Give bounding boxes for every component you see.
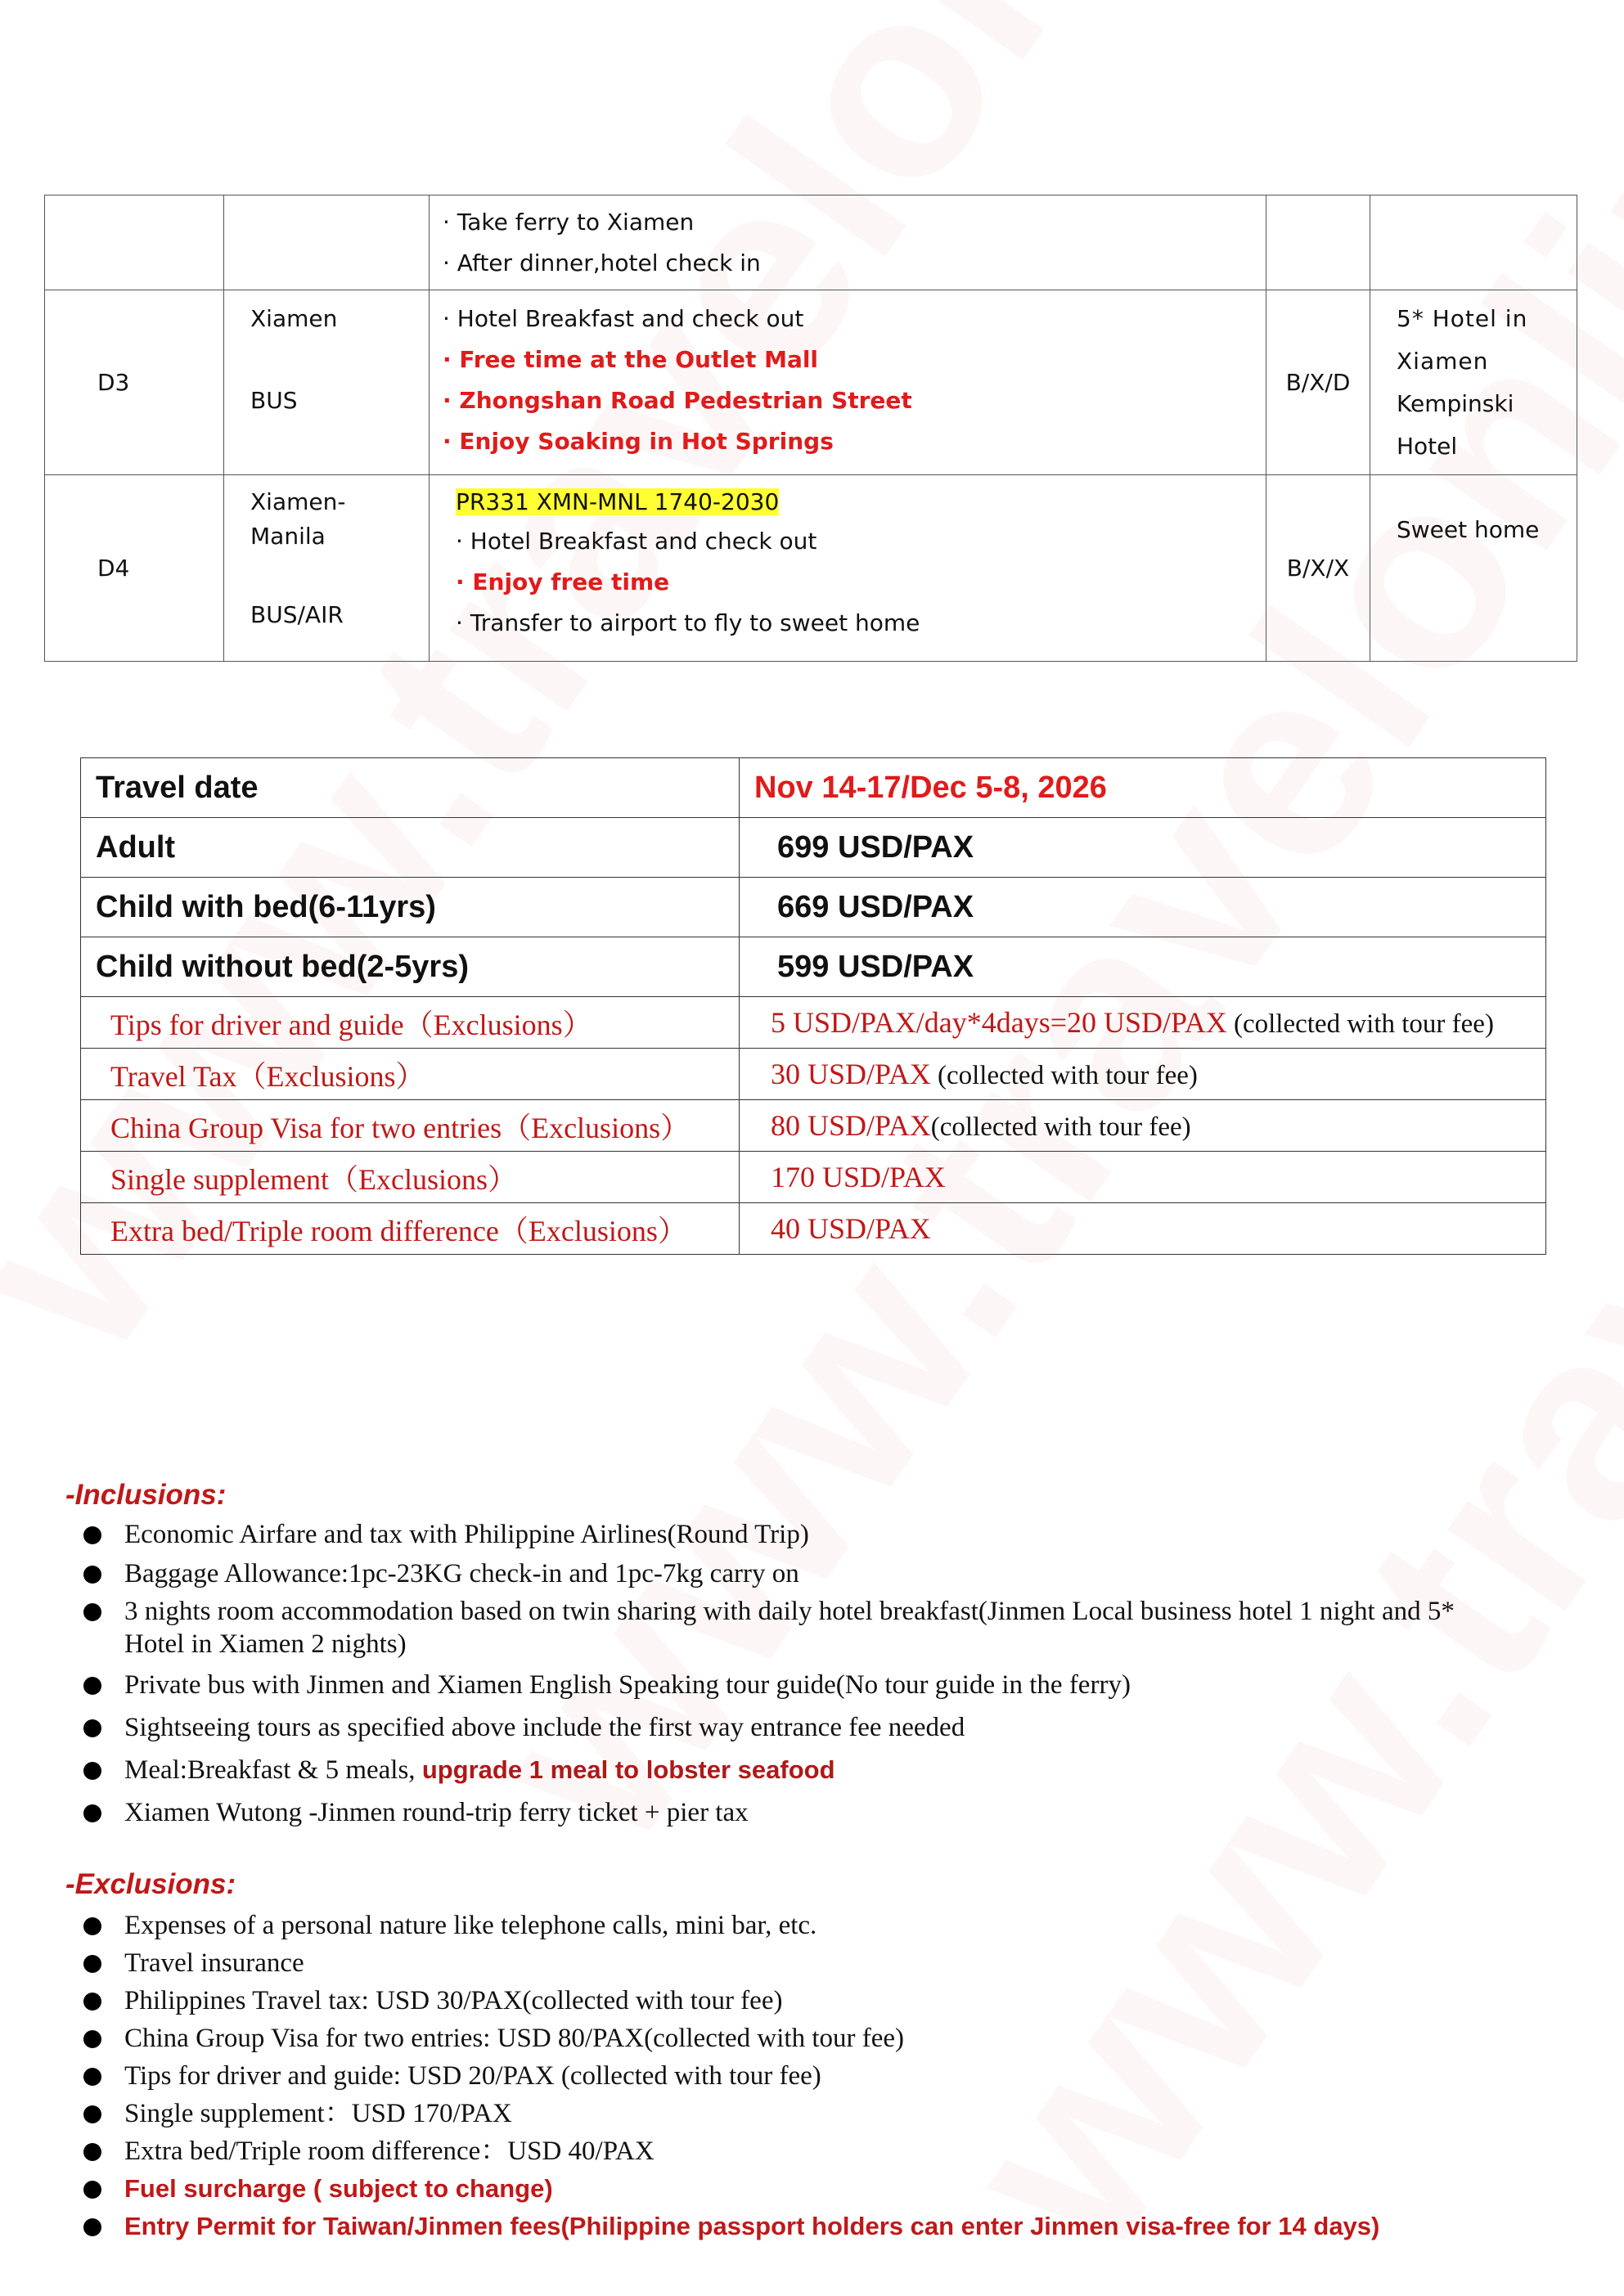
meals-cell — [1266, 195, 1370, 290]
activity-item-highlight: · Enjoy free time — [456, 568, 670, 595]
list-item: Baggage Allowance:1pc-23KG check-in and 1pc-7kg carry on — [80, 1557, 1569, 1590]
day-cell — [45, 475, 224, 662]
fee-note: (collected with tour fee) — [930, 1061, 1198, 1090]
bullet-icon — [83, 1993, 101, 2011]
bullet-icon — [83, 2143, 101, 2161]
price-table — [80, 757, 1546, 1255]
list-item: Philippines Travel tax: USD 30/PAX(collected with tour fee) — [80, 1984, 1569, 2017]
bullet-icon — [83, 2030, 101, 2048]
bullet-icon — [83, 1526, 101, 1544]
city-label: Xiamen — [250, 305, 338, 332]
travel-date-value: Nov 14-17/Dec 5-8, 2026 — [740, 758, 1546, 818]
price-label: Child with bed(6-11yrs) — [81, 878, 740, 937]
hotel-cell — [1370, 475, 1577, 662]
list-item: China Group Visa for two entries: USD 80/PAX(collected with tour fee) — [80, 2022, 1569, 2055]
price-row-extra — [81, 997, 1546, 1049]
fee-note: (collected with tour fee) — [930, 1112, 1191, 1142]
price-row-extra — [81, 1203, 1546, 1255]
list-item: Expenses of a personal nature like telephone calls, mini bar, etc. — [80, 1909, 1569, 1942]
bullet-icon — [83, 1603, 101, 1621]
list-item: Economic Airfare and tax with Philippine Airlines(Round Trip) — [80, 1518, 1569, 1551]
fee-value-cell — [740, 1100, 1546, 1152]
bullet-icon — [83, 1917, 101, 1935]
bullet-icon — [83, 2181, 101, 2199]
price-row-extra — [81, 1152, 1546, 1203]
list-item: Sightseeing tours as specified above include the first way entrance fee needed — [80, 1711, 1569, 1744]
fee-value: 80 USD/PAX — [771, 1109, 931, 1142]
city-cell — [224, 475, 430, 662]
price-value: 669 USD/PAX — [740, 878, 1546, 937]
activity-item-highlight: · Free time at the Outlet Mall — [443, 346, 819, 373]
list-item: 3 nights room accommodation based on twin sharing with daily hotel breakfast(Jinmen Local business hotel 1 night and 5* Hotel in Xiamen 2 nights) — [80, 1595, 1569, 1660]
bullet-icon — [83, 1677, 101, 1695]
activity-item: · After dinner,hotel check in — [443, 249, 761, 276]
price-row-travel-date — [81, 758, 1546, 818]
bullet-icon — [83, 1719, 101, 1737]
fee-label: Travel Tax（Exclusions） — [81, 1049, 740, 1100]
fee-value: 170 USD/PAX — [771, 1161, 946, 1193]
list-item: Extra bed/Triple room difference：USD 40/PAX — [80, 2135, 1569, 2168]
fee-note: (collected with tour fee) — [1226, 1009, 1494, 1039]
upgrade-note: upgrade 1 meal to lobster seafood — [421, 1755, 835, 1784]
hotel-name: 5* Hotel in Xiamen — [1397, 304, 1528, 375]
list-item: Fuel surcharge ( subject to change) — [80, 2172, 1569, 2205]
itinerary-row-d4 — [45, 475, 1577, 662]
hotel-cell — [1370, 290, 1577, 475]
day-cell — [45, 290, 224, 475]
fee-label: Tips for driver and guide（Exclusions） — [81, 997, 740, 1049]
meals-label: B/X/D — [1285, 369, 1351, 396]
city-cell — [224, 290, 430, 475]
price-label: Adult — [81, 818, 740, 878]
fee-value-cell — [740, 1203, 1546, 1255]
city-label: Xiamen- — [250, 488, 346, 515]
day-label: D3 — [97, 369, 130, 396]
bullet-icon — [83, 2218, 101, 2236]
price-label: Child without bed(2-5yrs) — [81, 937, 740, 997]
bullet-icon — [83, 2105, 101, 2123]
fee-label: Single supplement（Exclusions） — [81, 1152, 740, 1203]
list-item: Xiamen Wutong -Jinmen round-trip ferry ticket + pier tax — [80, 1796, 1569, 1829]
bullet-icon — [83, 1955, 101, 1973]
list-item: Tips for driver and guide: USD 20/PAX (collected with tour fee) — [80, 2060, 1569, 2092]
activity-item: · Hotel Breakfast and check out — [456, 528, 817, 555]
exclusions-title: -Exclusions: — [65, 1868, 236, 1900]
exclusions-list — [80, 1909, 1569, 2243]
itinerary-row-d3 — [45, 290, 1577, 475]
price-row-extra — [81, 1049, 1546, 1100]
list-item: Private bus with Jinmen and Xiamen English Speaking tour guide(No tour guide in the ferry) — [80, 1669, 1569, 1701]
hotel-name: Kempinski Hotel — [1397, 389, 1514, 460]
meals-cell — [1266, 475, 1370, 662]
activity-item: · Hotel Breakfast and check out — [443, 305, 804, 332]
bullet-icon — [83, 1762, 101, 1780]
meals-cell — [1266, 290, 1370, 475]
fee-value: 5 USD/PAX/day*4days=20 USD/PAX — [771, 1006, 1227, 1039]
itinerary-table — [44, 195, 1577, 662]
activities-cell — [430, 290, 1266, 475]
activity-item-highlight: · Zhongshan Road Pedestrian Street — [443, 387, 912, 414]
city-label: Manila — [250, 523, 326, 550]
hotel-cell — [1370, 195, 1577, 290]
list-item: Meal:Breakfast & 5 meals, upgrade 1 meal to lobster seafood — [80, 1754, 1569, 1786]
activities-cell — [430, 195, 1266, 290]
fee-value-cell — [740, 1049, 1546, 1100]
list-item: Single supplement：USD 170/PAX — [80, 2097, 1569, 2130]
flight-info: PR331 XMN-MNL 1740-2030 — [456, 488, 780, 515]
bullet-icon — [83, 2068, 101, 2086]
fee-value: 40 USD/PAX — [771, 1212, 931, 1245]
price-label: Travel date — [81, 758, 740, 818]
list-item: Travel insurance — [80, 1947, 1569, 1979]
itinerary-row-continued — [45, 195, 1577, 290]
city-cell — [224, 195, 430, 290]
price-value: 699 USD/PAX — [740, 818, 1546, 878]
transport-label: BUS/AIR — [250, 601, 344, 628]
bullet-icon — [83, 1804, 101, 1822]
price-row — [81, 878, 1546, 937]
fee-label: China Group Visa for two entries（Exclusions） — [81, 1100, 740, 1152]
meals-label: B/X/X — [1286, 555, 1350, 582]
activity-item-highlight: · Enjoy Soaking in Hot Springs — [443, 428, 834, 455]
inclusions-title: -Inclusions: — [65, 1479, 227, 1511]
activities-cell — [430, 475, 1266, 662]
fee-label: Extra bed/Triple room difference（Exclusions） — [81, 1203, 740, 1255]
inclusions-list — [80, 1518, 1569, 1829]
day-label: D4 — [97, 555, 130, 582]
price-value: 599 USD/PAX — [740, 937, 1546, 997]
price-row — [81, 937, 1546, 997]
fee-value-cell — [740, 997, 1546, 1049]
fee-value: 30 USD/PAX — [771, 1058, 931, 1090]
activity-item: · Take ferry to Xiamen — [443, 209, 695, 236]
fee-value-cell — [740, 1152, 1546, 1203]
list-item: Entry Permit for Taiwan/Jinmen fees(Philippine passport holders can enter Jinmen visa-free for 14 days) — [80, 2210, 1569, 2243]
price-row-extra — [81, 1100, 1546, 1152]
transport-label: BUS — [250, 387, 298, 414]
hotel-name: Sweet home — [1397, 516, 1540, 543]
day-cell — [45, 195, 224, 290]
bullet-icon — [83, 1566, 101, 1584]
activity-item: · Transfer to airport to fly to sweet home — [456, 609, 920, 636]
price-row — [81, 818, 1546, 878]
